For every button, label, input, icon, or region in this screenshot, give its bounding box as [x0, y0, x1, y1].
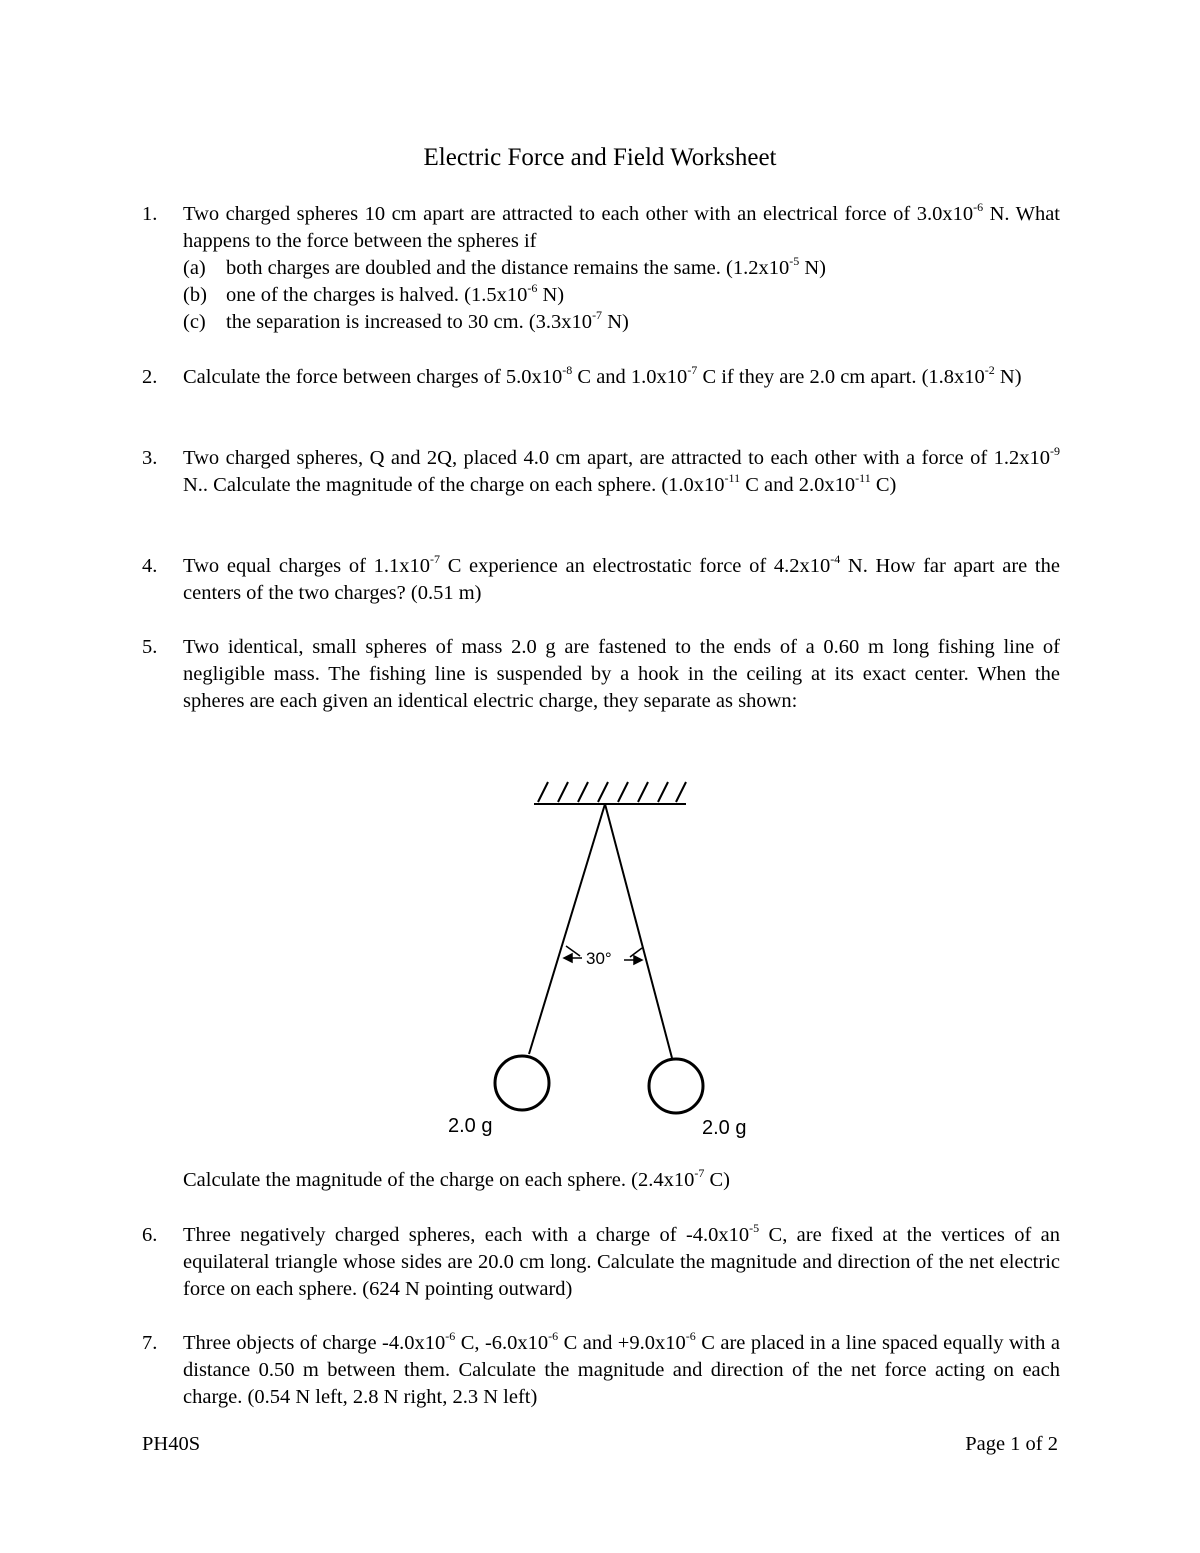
mass-left-label: 2.0 g	[448, 1115, 493, 1137]
question-5-prompt: Calculate the magnitude of the charge on each sphere. ($2.4x10^{-7}$ C)	[183, 1166, 730, 1191]
question-2	[142, 364, 1060, 391]
question-number: 1.	[142, 203, 158, 225]
question-4	[142, 553, 1060, 607]
ceiling-hatch	[534, 782, 686, 804]
fishing-line	[529, 804, 672, 1058]
question-text: Three objects of charge $-4.0x10^{-6}$ C, $-6.0x10^{-6}$ C and $+9.0x10^{-6}$ C are placed in a line spaced equally with a distance 0.50 m between them. Calculate the magnitude and direction of the net force acting on each charge. (0.54 N left, 2.8 N right, 2.3 N left)	[183, 1329, 1060, 1408]
question-number: 6.	[142, 1224, 158, 1246]
question-text: Three negatively charged spheres, each with a charge of $-4.0x10^{-5}$ C, are fixed at the vertices of an equilateral triangle whose sides are 20.0 cm long. Calculate the magnitude and direction of the net electric force on each sphere. (624 N pointing outward)	[183, 1221, 1060, 1300]
page-number: Page 1 of 2	[965, 1433, 1058, 1455]
question-6	[142, 1222, 1060, 1303]
course-code: PH40S	[142, 1433, 201, 1455]
angle-label: 30°	[586, 949, 612, 968]
sphere-right	[649, 1059, 703, 1113]
mass-right-label: 2.0 g	[702, 1117, 747, 1139]
question-text: Two charged spheres 10 cm apart are attracted to each other with an electrical force of $3.0x10^{-6}$ N. What happens to the force between the spheres if	[183, 200, 1061, 252]
pendulum-diagram	[420, 770, 780, 1150]
question-part-c: (c) the separation is increased to 30 cm. ($3.3x10^{-7}$ N)	[183, 308, 629, 333]
question-1	[142, 201, 1060, 336]
question-number: 4.	[142, 555, 158, 577]
sphere-left	[495, 1056, 549, 1110]
question-text: Two charged spheres, Q and 2Q, placed 4.0 cm apart, are attracted to each other with a force of $1.2x10^{-9}$ N.. Calculate the magnitude of the charge on each sphere. ($1.0x10^{-11}$ C and $2.0x10^{-11}$ C)	[183, 444, 1060, 496]
question-number: 2.	[142, 366, 158, 388]
question-number: 7.	[142, 1332, 158, 1354]
worksheet-title: Electric Force and Field Worksheet	[423, 144, 777, 171]
question-3	[142, 445, 1060, 499]
question-text: Two identical, small spheres of mass 2.0 g are fastened to the ends of a 0.60 m long fishing line of negligible mass. The fishing line is suspended by a hook in the ceiling at its exact center. When the spheres are each given an identical electric charge, they separate as shown:	[183, 636, 1060, 712]
question-text: Calculate the force between charges of $5.0x10^{-8}$ C and $1.0x10^{-7}$ C if they are 2.0 cm apart. ($1.8x10^{-2}$ N)	[183, 363, 1022, 388]
question-part-b: (b) one of the charges is halved. ($1.5x10^{-6}$ N)	[183, 281, 565, 306]
question-number: 3.	[142, 447, 158, 469]
question-text: Two equal charges of $1.1x10^{-7}$ C experience an electrostatic force of $4.2x10^{-4}$ N. How far apart are the centers of the two charges? (0.51 m)	[183, 552, 1060, 604]
question-part-a: (a) both charges are doubled and the distance remains the same. ($1.2x10^{-5}$ N)	[183, 254, 826, 279]
question-7	[142, 1330, 1060, 1411]
question-number: 5.	[142, 636, 158, 658]
question-5	[142, 634, 1060, 715]
